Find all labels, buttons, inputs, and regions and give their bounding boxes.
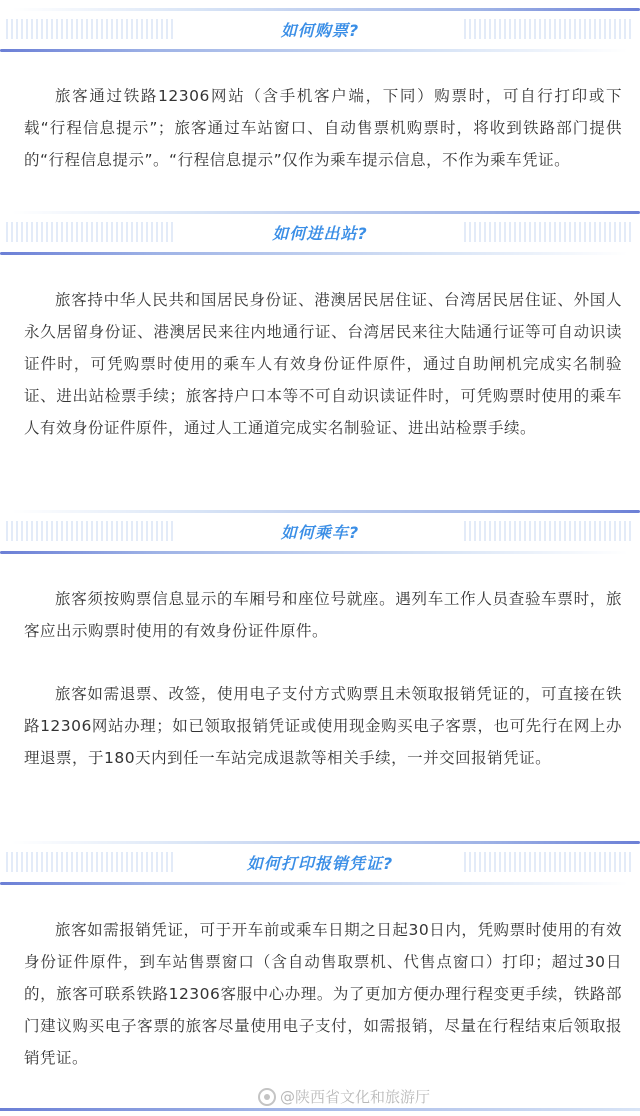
section-title: 如何乘车?: [280, 523, 360, 542]
paragraph: 旅客持中华人民共和国居民身份证、港澳居民居住证、台湾居民居住证、外国人永久居留身份证、港澳居民来往内地通行证、台湾居民来往大陆通行证等可自动识读证件时，可凭购票时使用的乘车人有效身份证件原件，通过自助闸机完成实名制验证、进出站检票手续；旅客持户口本等不可自动识读证件时，可凭购票时使用的乘车人有效身份证件原件，通过人工通道完成实名制验证、进出站检票手续。: [24, 291, 622, 437]
section-banner-enter-exit: [0, 211, 640, 255]
weibo-watermark: [258, 1086, 430, 1107]
section-banner-buy-ticket: [0, 8, 640, 52]
banner-line-top: [12, 841, 640, 844]
banner-line-bottom: [0, 882, 628, 885]
watermark-text: @陕西省文化和旅游厅: [280, 1088, 431, 1106]
section-banner-print-receipt: [0, 841, 640, 885]
banner-line-top: [12, 211, 640, 214]
banner-line-top: [12, 8, 640, 11]
paragraph: 旅客如需报销凭证，可于开车前或乘车日期之日起30日内，凭购票时使用的有效身份证件原件，到车站售票窗口（含自动售取票机、代售点窗口）打印；超过30日的，旅客可联系铁路12306客服中心办理。为了更加方便办理行程变更手续，铁路部门建议购买电子客票的旅客尽量使用电子支付，如需报销，尽量在行程结束后领取报销凭证。: [24, 921, 622, 1067]
section-banner-boarding: [0, 510, 640, 554]
paragraph: 旅客如需退票、改签，使用电子支付方式购票且未领取报销凭证的，可直接在铁路12306网站办理；如已领取报销凭证或使用现金购买电子客票，也可先行在网上办理退票，于180天内到任一车站完成退款等相关手续，一并交回报销凭证。: [24, 685, 622, 767]
section-title: 如何打印报销凭证?: [246, 854, 394, 873]
bottom-divider: [0, 1108, 640, 1111]
banner-line-bottom: [0, 49, 628, 52]
paragraph: 旅客通过铁路12306网站（含手机客户端，下同）购票时，可自行打印或下载“行程信息提示”；旅客通过车站窗口、自动售票机购票时，将收到铁路部门提供的“行程信息提示”。“行程信息提示”仅作为乘车提示信息，不作为乘车凭证。: [24, 87, 622, 169]
section-title: 如何进出站?: [272, 224, 368, 243]
banner-line-bottom: [0, 551, 628, 554]
section-title: 如何购票?: [280, 21, 360, 40]
banner-line-top: [12, 510, 640, 513]
weibo-icon: [258, 1088, 276, 1106]
banner-line-bottom: [0, 252, 628, 255]
paragraph: 旅客须按购票信息显示的车厢号和座位号就座。遇列车工作人员查验车票时，旅客应出示购票时使用的有效身份证件原件。: [24, 590, 622, 640]
